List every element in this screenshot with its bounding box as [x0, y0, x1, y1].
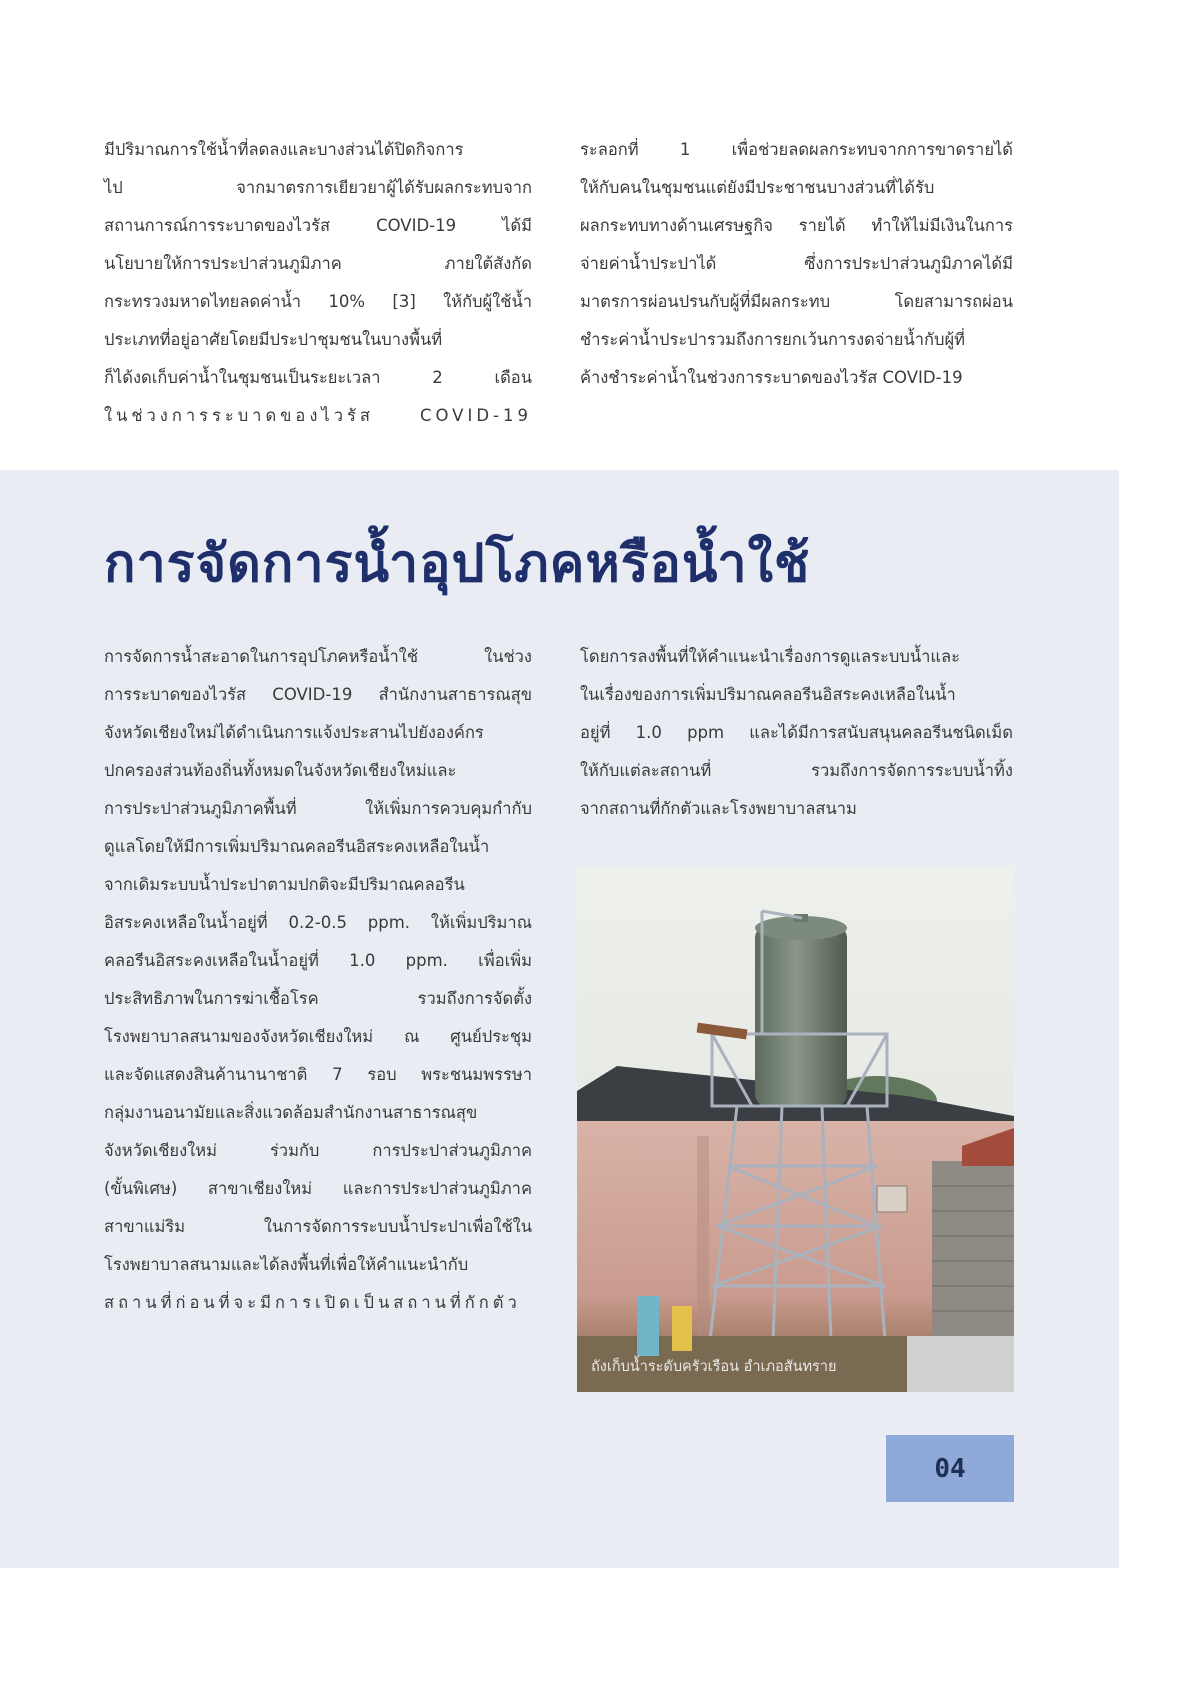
text-line: ระลอกที่ 1 เพื่อช่วยลดผลกระทบจากการขาดรายได้ — [580, 140, 1013, 159]
text-line: ค้างชำระค่าน้ำในช่วงการระบาดของไวรัส COVID-19 — [580, 368, 963, 387]
text-line: ผลกระทบทางด้านเศรษฐกิจ รายได้ ทำให้ไม่มีเงินในการ — [580, 216, 1013, 235]
text-line: อิสระคงเหลือในน้ำอยู่ที่ 0.2-0.5 ppm. ให้เพิ่มปริมาณ — [104, 913, 532, 932]
section-left-column — [104, 638, 532, 1322]
text-line: และจัดแสดงสินค้านานาชาติ 7 รอบ พระชนมพรรษา — [104, 1065, 532, 1084]
top-left-column — [104, 131, 532, 435]
top-text-section — [0, 0, 1119, 470]
text-line: (ขั้นพิเศษ) สาขาเชียงใหม่ และการประปาส่วนภูมิภาค — [104, 1179, 532, 1198]
text-line: อยู่ที่ 1.0 ppm และได้มีการสนับสนุนคลอรีนชนิดเม็ด — [580, 723, 1013, 742]
text-line: ให้กับคนในชุมชนแต่ยังมีประชาชนบางส่วนที่ได้รับ — [580, 178, 935, 197]
photo-caption: ถังเก็บน้ำระดับครัวเรือน อำเภอสันทราย — [591, 1359, 837, 1375]
water-tank-photo — [577, 866, 1014, 1392]
section-right-column — [580, 638, 1013, 828]
text-line: สถานที่ก่อนที่จะมีการเปิดเป็นสถานที่กักตัว — [104, 1293, 521, 1312]
text-line: การประปาส่วนภูมิภาคพื้นที่ ให้เพิ่มการควบคุมกำกับ — [104, 799, 532, 818]
text-line: จังหวัดเชียงใหม่ได้ดำเนินการแจ้งประสานไปยังองค์กร — [104, 723, 484, 742]
text-line: ไป จากมาตรการเยียวยาผู้ได้รับผลกระทบจาก — [104, 178, 532, 197]
text-line: ประเภทที่อยู่อาศัยโดยมีประปาชุมชนในบางพื้นที่ — [104, 330, 443, 349]
text-line: กลุ่มงานอนามัยและสิ่งแวดล้อมสำนักงานสาธารณสุข — [104, 1103, 478, 1122]
text-line: สถานการณ์การระบาดของไวรัส COVID-19 ได้มี — [104, 216, 532, 235]
text-line: ในช่วงการระบาดของไวรัส COVID-19 — [104, 406, 532, 425]
top-right-column — [580, 131, 1013, 397]
page-number-badge — [886, 1435, 1014, 1502]
text-line: โดยการลงพื้นที่ให้คำแนะนำเรื่องการดูแลระบบน้ำและ — [580, 647, 960, 666]
water-tank-illustration — [577, 866, 1014, 1392]
text-line: จากสถานที่กักตัวและโรงพยาบาลสนาม — [580, 799, 857, 818]
text-line: โรงพยาบาลสนามและได้ลงพื้นที่เพื่อให้คำแนะนำกับ — [104, 1255, 469, 1274]
text-line: การจัดการน้ำสะอาดในการอุปโภคหรือน้ำใช้ ในช่วง — [104, 647, 532, 666]
text-line: นโยบายให้การประปาส่วนภูมิภาค ภายใต้สังกัด — [104, 254, 532, 273]
text-line: มาตรการผ่อนปรนกับผู้ที่มีผลกระทบ โดยสามารถผ่อน — [580, 292, 1013, 311]
text-line: ก็ได้งดเก็บค่าน้ำในชุมชนเป็นระยะเวลา 2 เดือน — [104, 368, 532, 387]
text-line: คลอรีนอิสระคงเหลือในน้ำอยู่ที่ 1.0 ppm. เพื่อเพิ่ม — [104, 951, 532, 970]
text-line: ดูแลโดยให้มีการเพิ่มปริมาณคลอรีนอิสระคงเหลือในน้ำ — [104, 837, 490, 856]
text-line: การระบาดของไวรัส COVID-19 สำนักงานสาธารณสุข — [104, 685, 532, 704]
text-line: สาขาแม่ริม ในการจัดการระบบน้ำประปาเพื่อใช้ใน — [104, 1217, 532, 1236]
text-line: ให้กับแต่ละสถานที่ รวมถึงการจัดการระบบน้ำทิ้ง — [580, 761, 1013, 780]
page-number: 04 — [934, 1453, 966, 1484]
text-line: กระทรวงมหาดไทยลดค่าน้ำ 10% [3] ให้กับผู้ใช้น้ำ — [104, 292, 532, 311]
text-line: ในเรื่องของการเพิ่มปริมาณคลอรีนอิสระคงเหลือในน้ำ — [580, 685, 956, 704]
text-line: โรงพยาบาลสนามของจังหวัดเชียงใหม่ ณ ศูนย์ประชุม — [104, 1027, 532, 1046]
text-line: จ่ายค่าน้ำประปาได้ ซึ่งการประปาส่วนภูมิภาคได้มี — [580, 254, 1013, 273]
text-line: ประสิทธิภาพในการฆ่าเชื้อโรค รวมถึงการจัดตั้ง — [104, 989, 532, 1008]
text-line: จากเดิมระบบน้ำประปาตามปกติจะมีปริมาณคลอรีน — [104, 875, 465, 894]
text-line: ชำระค่าน้ำประปารวมถึงการยกเว้นการงดจ่ายน้ำกับผู้ที่ — [580, 330, 966, 349]
text-line: มีปริมาณการใช้น้ำที่ลดลงและบางส่วนได้ปิดกิจการ — [104, 140, 464, 159]
text-line: จังหวัดเชียงใหม่ ร่วมกับ การประปาส่วนภูมิภาค — [104, 1141, 532, 1160]
text-line: ปกครองส่วนท้องถิ่นทั้งหมดในจังหวัดเชียงใหม่และ — [104, 761, 457, 780]
section-title: การจัดการน้ำอุปโภคหรือน้ำใช้ — [104, 534, 811, 594]
